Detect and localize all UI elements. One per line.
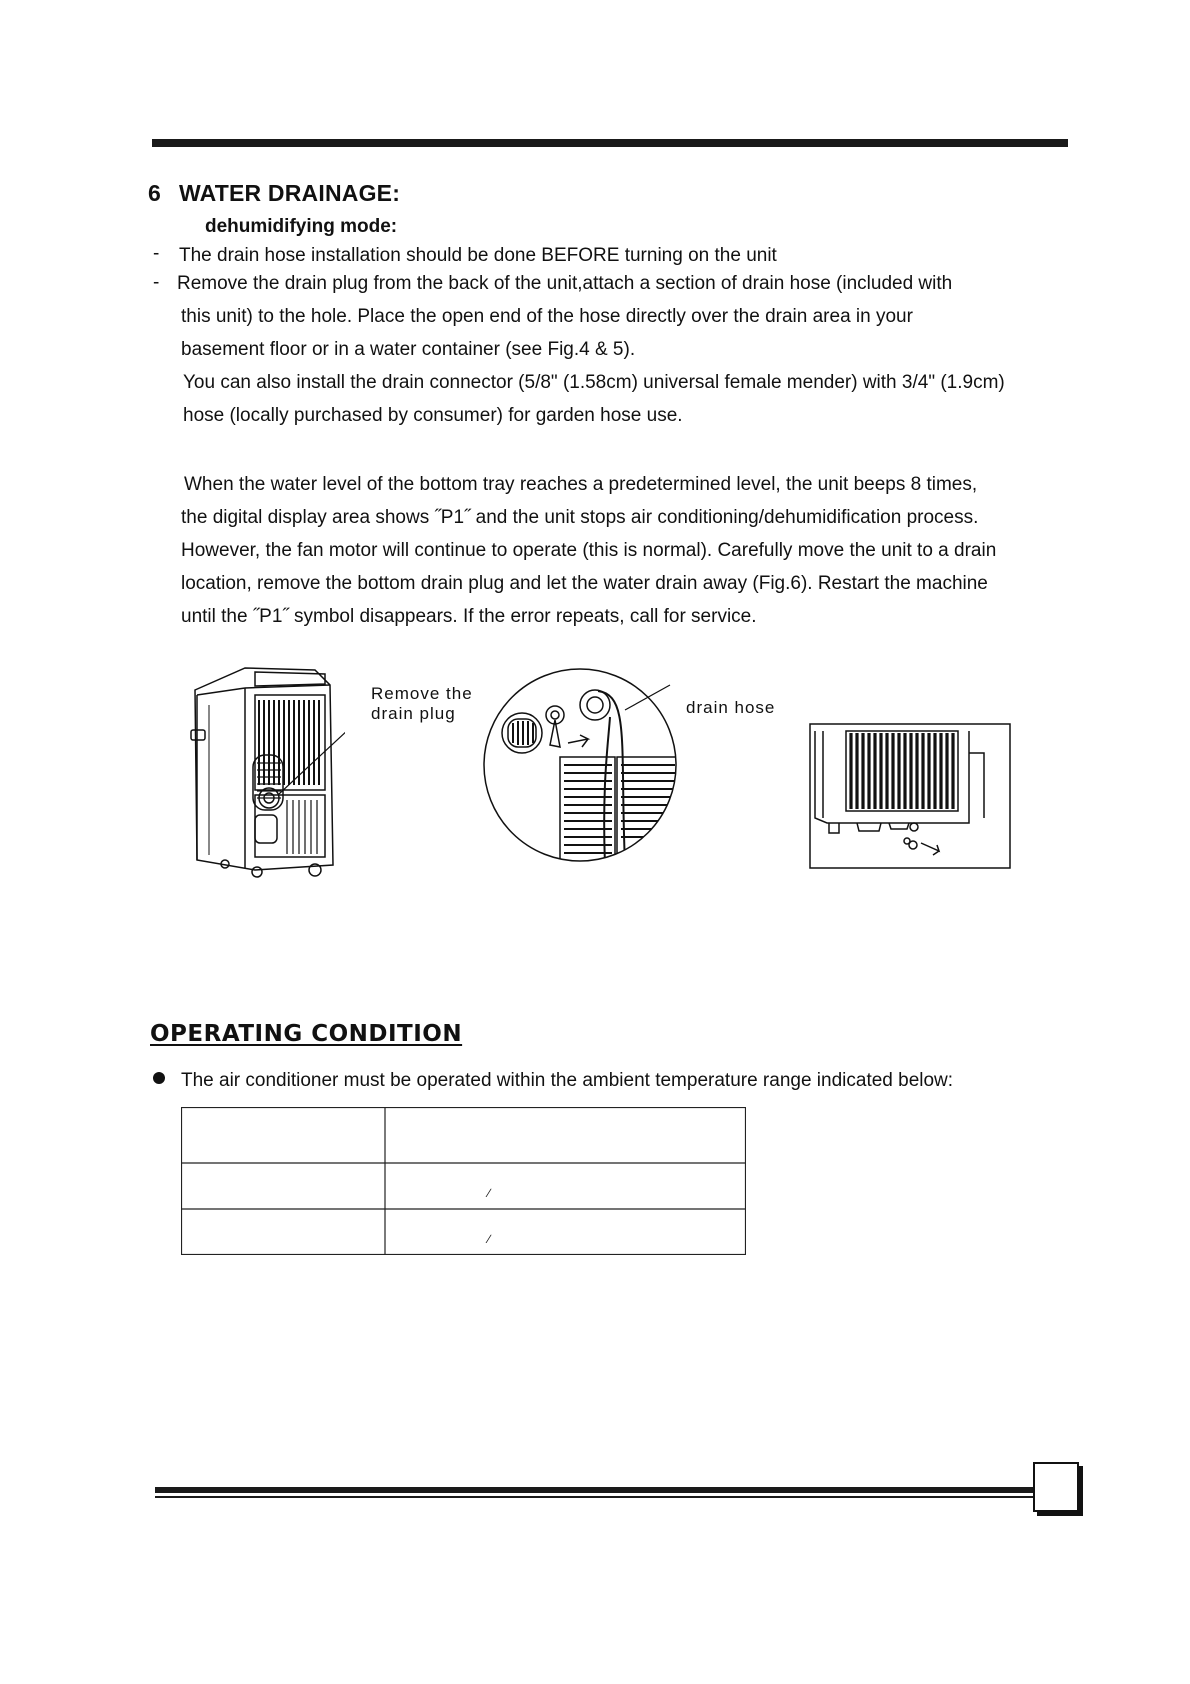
warning-line-2: the digital display area shows ˝P1˝ and the unit stops air conditioning/dehumidification process. bbox=[181, 507, 979, 528]
instruction-item-2-line-1: Remove the drain plug from the back of the unit,attach a section of drain hose (included with bbox=[177, 273, 953, 294]
instruction-item-1: The drain hose installation should be done BEFORE turning on the unit bbox=[179, 245, 777, 266]
fig4-label-line-2: drain plug bbox=[371, 704, 456, 723]
instruction-item-2-line-2: this unit) to the hole. Place the open end of the hose directly over the drain area in your bbox=[181, 306, 913, 327]
dash-marker: - bbox=[153, 243, 160, 264]
table-cell-mark: ∕ bbox=[488, 1186, 491, 1200]
section-title: WATER DRAINAGE: bbox=[179, 180, 401, 206]
operating-condition-title: OPERATING CONDITION bbox=[150, 1021, 463, 1047]
warning-line-5: until the ˝P1˝ symbol disappears. If the error repeats, call for service. bbox=[181, 606, 757, 627]
bullet-dot bbox=[153, 1072, 165, 1084]
instruction-item-2-line-4: You can also install the drain connector (5/8" (1.58cm) universal female mender) with 3/4" (1.9cm) bbox=[183, 372, 1005, 393]
footer-rule bbox=[155, 1487, 1035, 1493]
temperature-range-table bbox=[181, 1107, 746, 1255]
warning-line-3: However, the fan motor will continue to operate (this is normal). Carefully move the unit to a drain bbox=[181, 540, 997, 561]
section-heading bbox=[148, 180, 400, 207]
instruction-item-2-line-3: basement floor or in a water container (see Fig.4 & 5). bbox=[181, 339, 636, 360]
bottom-drain-plug-illustration bbox=[809, 723, 1011, 869]
page-number-box bbox=[1033, 1462, 1079, 1512]
dash-marker: - bbox=[153, 272, 160, 293]
warning-line-4: location, remove the bottom drain plug and let the water drain away (Fig.6). Restart the machine bbox=[181, 573, 988, 594]
warning-line-1: When the water level of the bottom tray reaches a predetermined level, the unit beeps 8 times, bbox=[184, 474, 978, 495]
unit-rear-illustration bbox=[185, 660, 345, 890]
drain-hose-detail-illustration bbox=[480, 665, 680, 865]
table-cell-mark: ∕ bbox=[488, 1232, 491, 1246]
operating-condition-text: The air conditioner must be operated within the ambient temperature range indicated below: bbox=[181, 1070, 954, 1091]
section-subtitle: dehumidifying mode: bbox=[205, 216, 398, 237]
header-rule bbox=[152, 139, 1068, 147]
fig4-label-line-1: Remove the bbox=[371, 684, 473, 703]
footer-rule-thin bbox=[155, 1496, 1035, 1498]
section-number: 6 bbox=[148, 180, 161, 206]
instruction-item-2-line-5: hose (locally purchased by consumer) for garden hose use. bbox=[183, 405, 683, 426]
fig5-label: drain hose bbox=[686, 698, 776, 717]
